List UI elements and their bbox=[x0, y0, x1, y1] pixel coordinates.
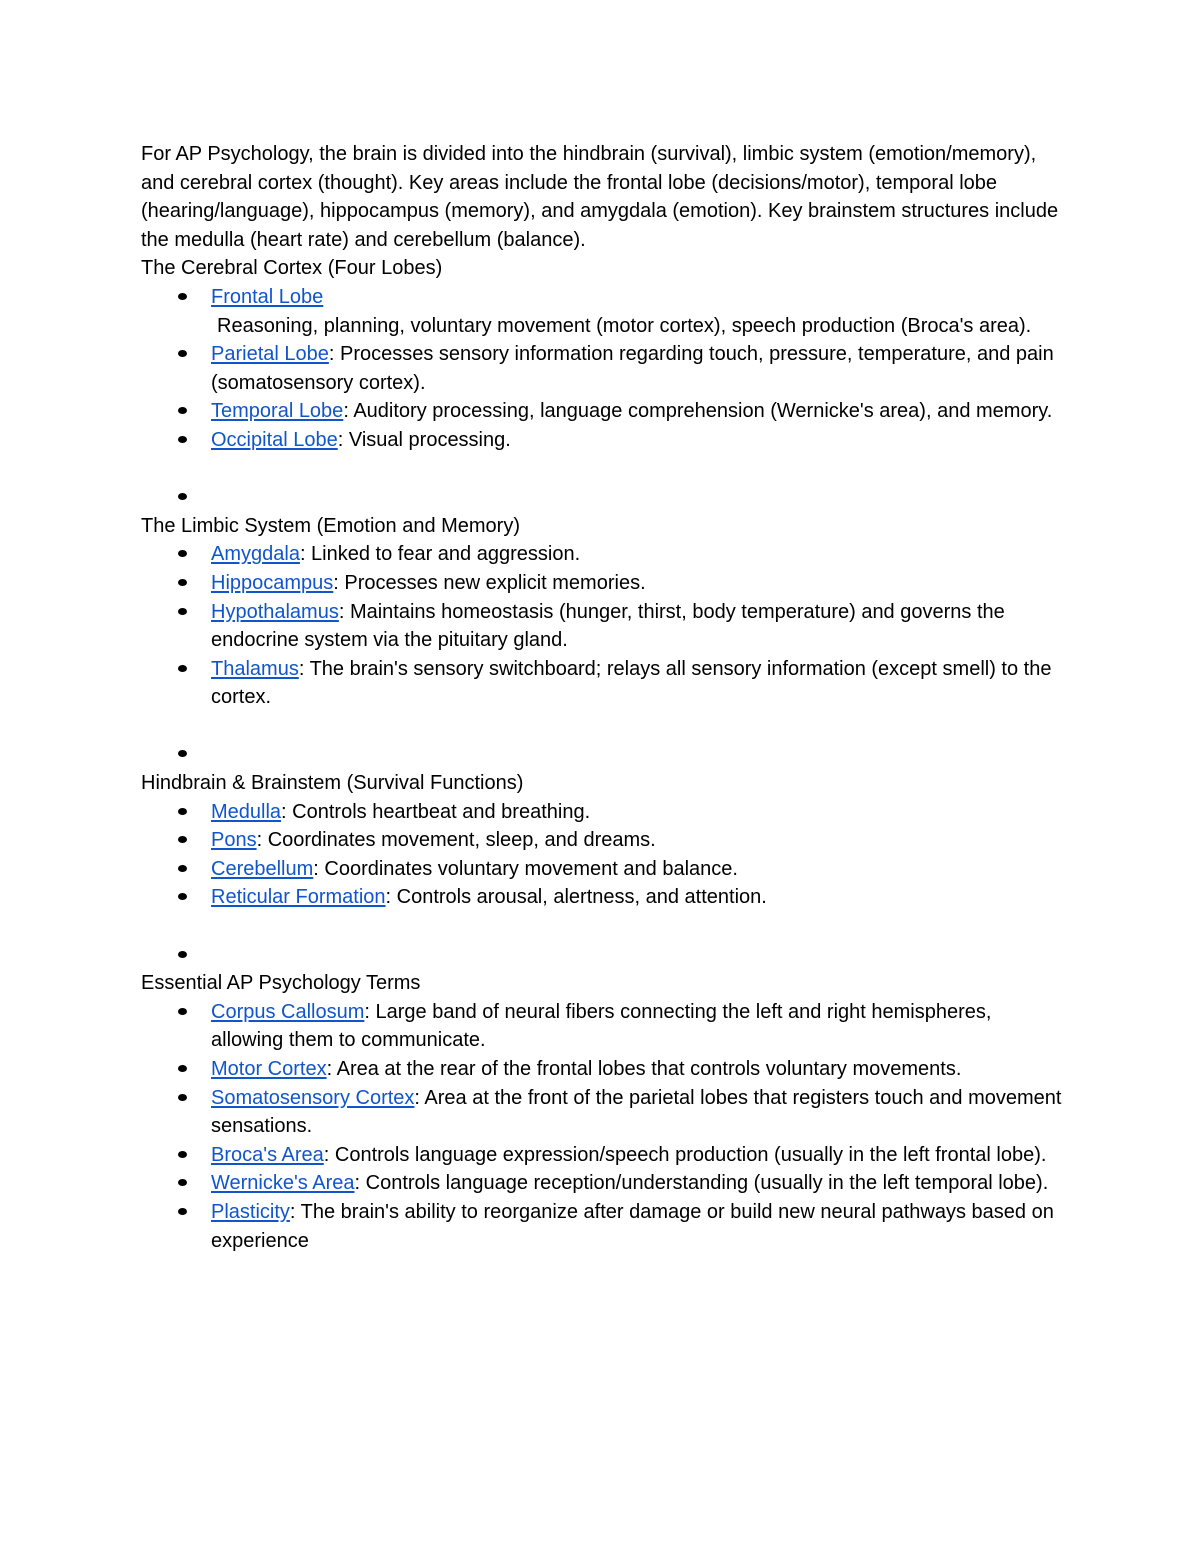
term-link-occipital-lobe[interactable]: Occipital Lobe bbox=[211, 428, 338, 451]
list-item bbox=[141, 1055, 1066, 1084]
term-link-frontal-lobe[interactable]: Frontal Lobe bbox=[211, 285, 324, 308]
section-title-cortex: The Cerebral Cortex (Four Lobes) bbox=[141, 257, 443, 280]
empty-list-item bbox=[141, 483, 1066, 512]
term-link-plasticity[interactable]: Plasticity bbox=[211, 1200, 290, 1223]
term-description: : Processes new explicit memories. bbox=[333, 571, 646, 594]
cortex-list bbox=[141, 283, 1066, 455]
section-title-limbic: The Limbic System (Emotion and Memory) bbox=[141, 514, 521, 537]
empty-list-item bbox=[141, 740, 1066, 769]
term-link-pons[interactable]: Pons bbox=[211, 829, 257, 852]
term-link-hypothalamus[interactable]: Hypothalamus bbox=[211, 600, 339, 623]
blank-line bbox=[141, 712, 1066, 741]
term-description: : The brain's ability to reorganize after damage or build new neural pathways based on experience bbox=[211, 1200, 1054, 1252]
term-link-temporal-lobe[interactable]: Temporal Lobe bbox=[211, 400, 344, 423]
document-page bbox=[141, 140, 1066, 1255]
hindbrain-list bbox=[141, 798, 1066, 912]
empty-bullet-list bbox=[141, 941, 1066, 970]
term-link-reticular-formation[interactable]: Reticular Formation bbox=[211, 886, 386, 909]
list-item bbox=[141, 1169, 1066, 1198]
term-link-thalamus[interactable]: Thalamus bbox=[211, 657, 299, 680]
term-description: : Controls arousal, alertness, and attention. bbox=[385, 886, 767, 909]
term-link-amygdala[interactable]: Amygdala bbox=[211, 543, 300, 566]
term-description: Reasoning, planning, voluntary movement (motor cortex), speech production (Broca's area). bbox=[217, 314, 1032, 337]
term-description: : The brain's sensory switchboard; relays all sensory information (except smell) to the cortex. bbox=[211, 657, 1052, 709]
term-description: : Controls language expression/speech production (usually in the left frontal lobe). bbox=[323, 1143, 1047, 1166]
term-description: : Auditory processing, language comprehension (Wernicke's area), and memory. bbox=[343, 400, 1053, 423]
list-item bbox=[141, 855, 1066, 884]
list-item bbox=[141, 655, 1066, 712]
list-item bbox=[141, 283, 1066, 340]
term-link-hippocampus[interactable]: Hippocampus bbox=[211, 571, 334, 594]
list-item bbox=[141, 998, 1066, 1055]
term-link-corpus-callosum[interactable]: Corpus Callosum bbox=[211, 1000, 365, 1023]
section-title-hindbrain: Hindbrain & Brainstem (Survival Functions) bbox=[141, 772, 524, 795]
limbic-list bbox=[141, 540, 1066, 712]
term-description: : Area at the front of the parietal lobes that registers touch and movement sensations. bbox=[211, 1086, 1062, 1138]
term-description: : Coordinates movement, sleep, and dreams. bbox=[256, 829, 656, 852]
list-item bbox=[141, 1198, 1066, 1255]
term-link-medulla[interactable]: Medulla bbox=[211, 800, 282, 823]
list-item bbox=[141, 798, 1066, 827]
term-link-parietal-lobe[interactable]: Parietal Lobe bbox=[211, 343, 329, 366]
term-description: : Coordinates voluntary movement and balance. bbox=[313, 857, 738, 880]
list-item bbox=[141, 1141, 1066, 1170]
empty-bullet-list bbox=[141, 483, 1066, 512]
term-description: : Visual processing. bbox=[337, 428, 511, 451]
term-description: : Controls heartbeat and breathing. bbox=[281, 800, 591, 823]
empty-bullet-list bbox=[141, 740, 1066, 769]
list-item bbox=[141, 883, 1066, 912]
term-link-brocas-area[interactable]: Broca's Area bbox=[211, 1143, 324, 1166]
list-item bbox=[141, 826, 1066, 855]
list-item bbox=[141, 397, 1066, 426]
term-description: : Large band of neural fibers connecting the left and right hemispheres, allowing them to communicate. bbox=[211, 1000, 992, 1052]
term-description: : Area at the rear of the frontal lobes that controls voluntary movements. bbox=[326, 1058, 962, 1080]
term-description: : Controls language reception/understanding (usually in the left temporal lobe). bbox=[354, 1172, 1049, 1195]
term-link-somatosensory-cortex[interactable]: Somatosensory Cortex bbox=[211, 1086, 415, 1109]
term-link-wernickes-area[interactable]: Wernicke's Area bbox=[211, 1172, 355, 1195]
blank-line bbox=[141, 912, 1066, 941]
intro-paragraph: For AP Psychology, the brain is divided into the hindbrain (survival), limbic system (emotion/memory), and cerebral cortex (thought). Key areas include the frontal lobe (decisions/motor), temporal lobe (hearing/language), hippocampus (memory), and amygdala (emotion). Key brainstem structures include the medulla (heart rate) and cerebellum (balance). bbox=[141, 143, 1059, 251]
blank-line bbox=[141, 455, 1066, 484]
section-title-terms: Essential AP Psychology Terms bbox=[141, 972, 421, 995]
term-description: : Maintains homeostasis (hunger, thirst, body temperature) and governs the endocrine system via the pituitary gland. bbox=[211, 600, 1005, 652]
term-link-cerebellum[interactable]: Cerebellum bbox=[211, 857, 314, 880]
list-item bbox=[141, 1084, 1066, 1141]
list-item bbox=[141, 340, 1066, 397]
term-description: : Processes sensory information regarding touch, pressure, temperature, and pain (somatosensory cortex). bbox=[211, 343, 1054, 394]
list-item bbox=[141, 426, 1066, 455]
empty-list-item bbox=[141, 941, 1066, 970]
list-item bbox=[141, 569, 1066, 598]
term-link-motor-cortex[interactable]: Motor Cortex bbox=[211, 1058, 327, 1080]
terms-list bbox=[141, 998, 1066, 1255]
term-description: : Linked to fear and aggression. bbox=[299, 543, 581, 566]
list-item bbox=[141, 540, 1066, 569]
list-item bbox=[141, 598, 1066, 655]
